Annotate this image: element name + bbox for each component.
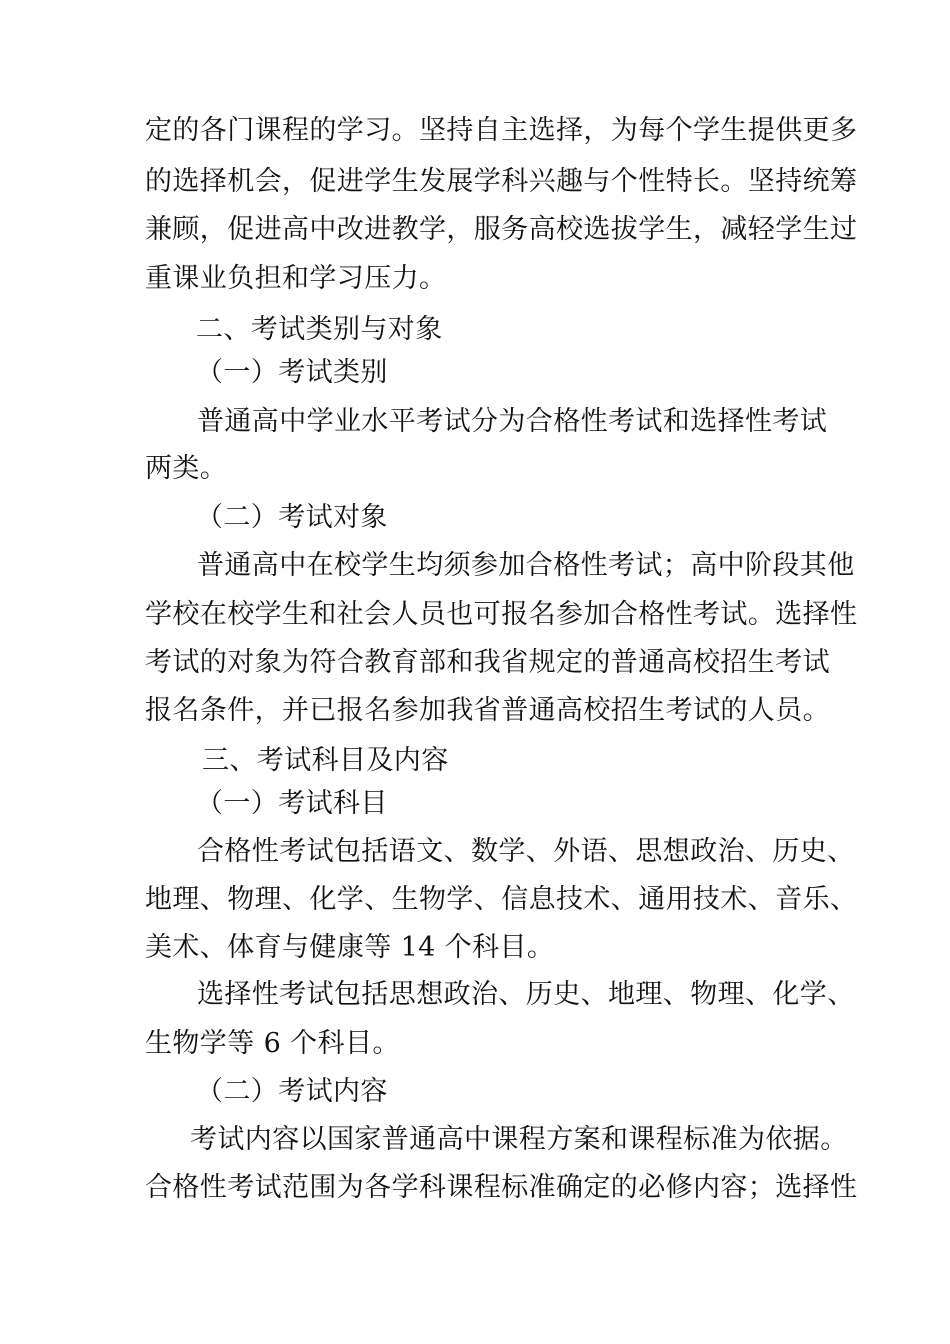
paragraph-line: 考试的对象为符合教育部和我省规定的普通高校招生考试 bbox=[145, 647, 830, 678]
paragraph-line: 报名条件，并已报名参加我省普通高校招生考试的人员。 bbox=[145, 695, 830, 726]
subsection-heading: （二）考试对象 bbox=[196, 502, 388, 533]
section-heading: 三、考试科目及内容 bbox=[202, 745, 449, 776]
paragraph-line: 美术、体育与健康等 14 个科目。 bbox=[145, 932, 555, 963]
paragraph-line: 普通高中在校学生均须参加合格性考试；高中阶段其他 bbox=[197, 550, 855, 581]
paragraph-line: 定的各门课程的学习。坚持自主选择，为每个学生提供更多 bbox=[145, 115, 858, 146]
subsection-heading: （一）考试类别 bbox=[196, 357, 388, 388]
paragraph-line: 重课业负担和学习压力。 bbox=[145, 263, 447, 294]
paragraph-line: 考试内容以国家普通高中课程方案和课程标准为依据。 bbox=[190, 1124, 848, 1155]
paragraph-line: 地理、物理、化学、生物学、信息技术、通用技术、音乐、 bbox=[145, 884, 858, 915]
paragraph-line: 普通高中学业水平考试分为合格性考试和选择性考试 bbox=[197, 406, 828, 437]
subsection-heading: （一）考试科目 bbox=[196, 788, 388, 819]
section-heading: 二、考试类别与对象 bbox=[196, 314, 443, 345]
paragraph-line: 合格性考试包括语文、数学、外语、思想政治、历史、 bbox=[197, 836, 855, 867]
subsection-heading: （二）考试内容 bbox=[196, 1076, 388, 1107]
paragraph-line: 生物学等 6 个科目。 bbox=[145, 1028, 400, 1059]
paragraph-line: 的选择机会，促进学生发展学科兴趣与个性特长。坚持统筹 bbox=[145, 166, 858, 197]
paragraph-line: 选择性考试包括思想政治、历史、地理、物理、化学、 bbox=[197, 979, 855, 1010]
paragraph-line: 合格性考试范围为各学科课程标准确定的必修内容；选择性 bbox=[145, 1172, 858, 1203]
paragraph-line: 两类。 bbox=[145, 453, 228, 484]
paragraph-line: 学校在校学生和社会人员也可报名参加合格性考试。选择性 bbox=[145, 599, 858, 630]
paragraph-line: 兼顾，促进高中改进教学，服务高校选拔学生，减轻学生过 bbox=[145, 214, 858, 245]
